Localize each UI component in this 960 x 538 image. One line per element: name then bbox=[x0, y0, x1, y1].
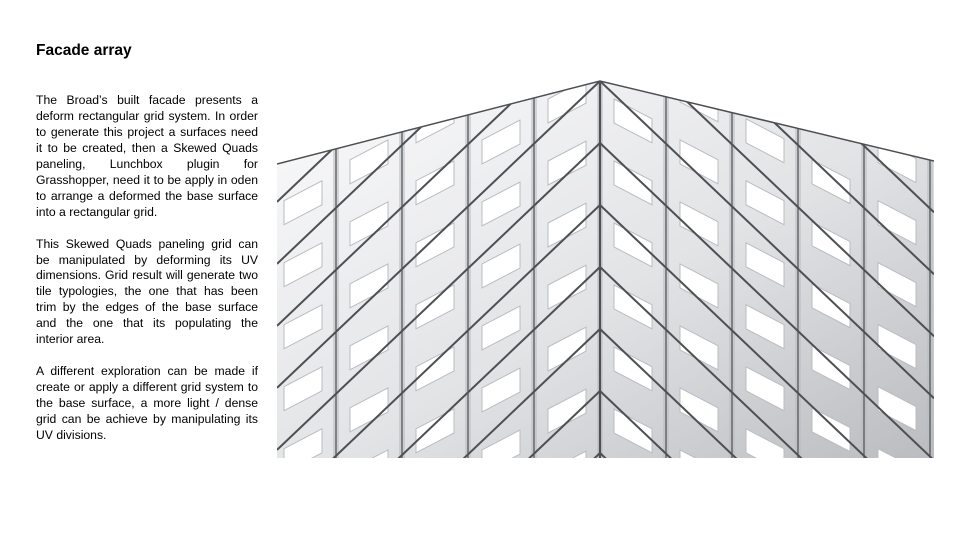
facade-rendering bbox=[277, 78, 934, 458]
facade-array-image bbox=[277, 78, 934, 458]
slide-title: Facade array bbox=[36, 42, 132, 59]
paragraph-3: A different exploration can be made if create or apply a different grid system to the base surface, a more light / dense grid can be achieve by manipulating its UV divisions. bbox=[36, 364, 258, 442]
body-text bbox=[36, 93, 258, 444]
paragraph-2: This Skewed Quads paneling grid can be manipulated by deforming its UV dimensions. Grid result will generate two tile typologies, the one that has been trim by the edges of the base surface and the one that its populating the interior area. bbox=[36, 236, 258, 347]
paragraph-1: The Broad’s built facade presents a deform rectangular grid system. In order to generate this project a surfaces need it to be created, then a Skewed Quads paneling, Lunchbox plugin for Grasshopper, need it to be apply in oden to arrange a deformed the base surface into a rectangular grid. bbox=[36, 93, 258, 219]
